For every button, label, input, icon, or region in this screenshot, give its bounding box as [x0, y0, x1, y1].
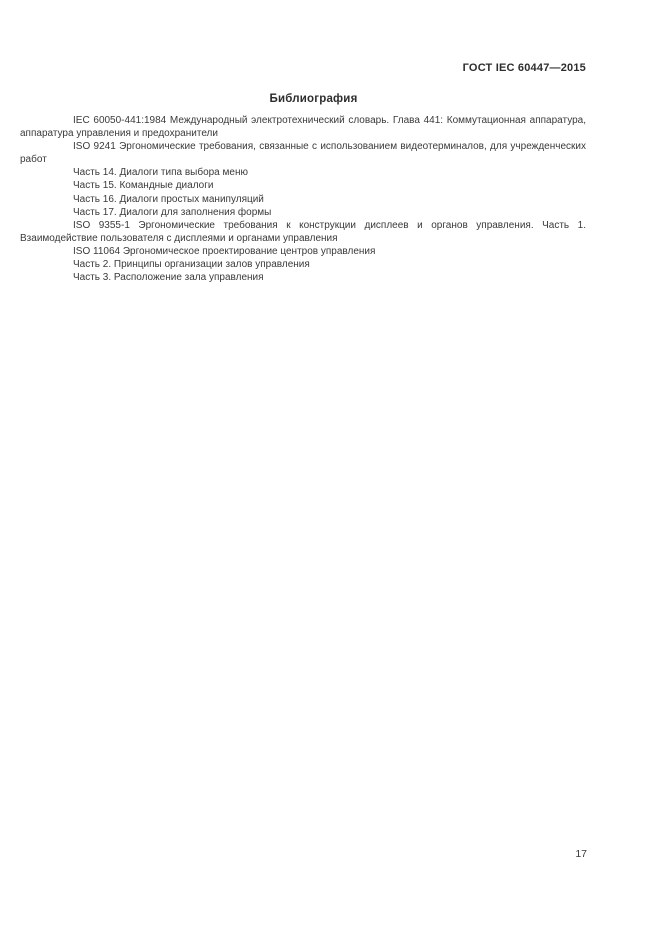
bibliography-entry: IEC 60050-441:1984 Международный электротехнический словарь. Глава 441: Коммутационная аппаратура, аппаратура управления и предохранители	[20, 115, 586, 140]
bibliography-entry: ISO 9355-1 Эргономические требования к конструкции дисплеев и органов управления. Часть 1. Взаимодействие пользователя с дисплеями и органами управления	[20, 219, 586, 244]
running-header-document-code: ГОСТ IEC 60447—2015	[462, 62, 586, 74]
bibliography-entry: Часть 17. Диалоги для заполнения формы	[73, 206, 272, 218]
bibliography-entry: Часть 3. Расположение зала управления	[73, 272, 264, 284]
page-title: Библиография	[269, 93, 358, 105]
bibliography-entry: Часть 14. Диалоги типа выбора меню	[73, 167, 248, 179]
page-number: 17	[575, 848, 587, 860]
bibliography-entry: Часть 2. Принципы организации залов управления	[73, 259, 310, 271]
bibliography-entry: ISO 11064 Эргономическое проектирование центров управления	[73, 245, 376, 257]
bibliography-entry: Часть 16. Диалоги простых манипуляций	[73, 193, 264, 205]
bibliography-entries	[20, 114, 586, 284]
bibliography-entry: ISO 9241 Эргономические требования, связанные с использованием видеотерминалов, для учрежденческих работ	[20, 141, 586, 166]
bibliography-entry: Часть 15. Командные диалоги	[73, 180, 214, 192]
